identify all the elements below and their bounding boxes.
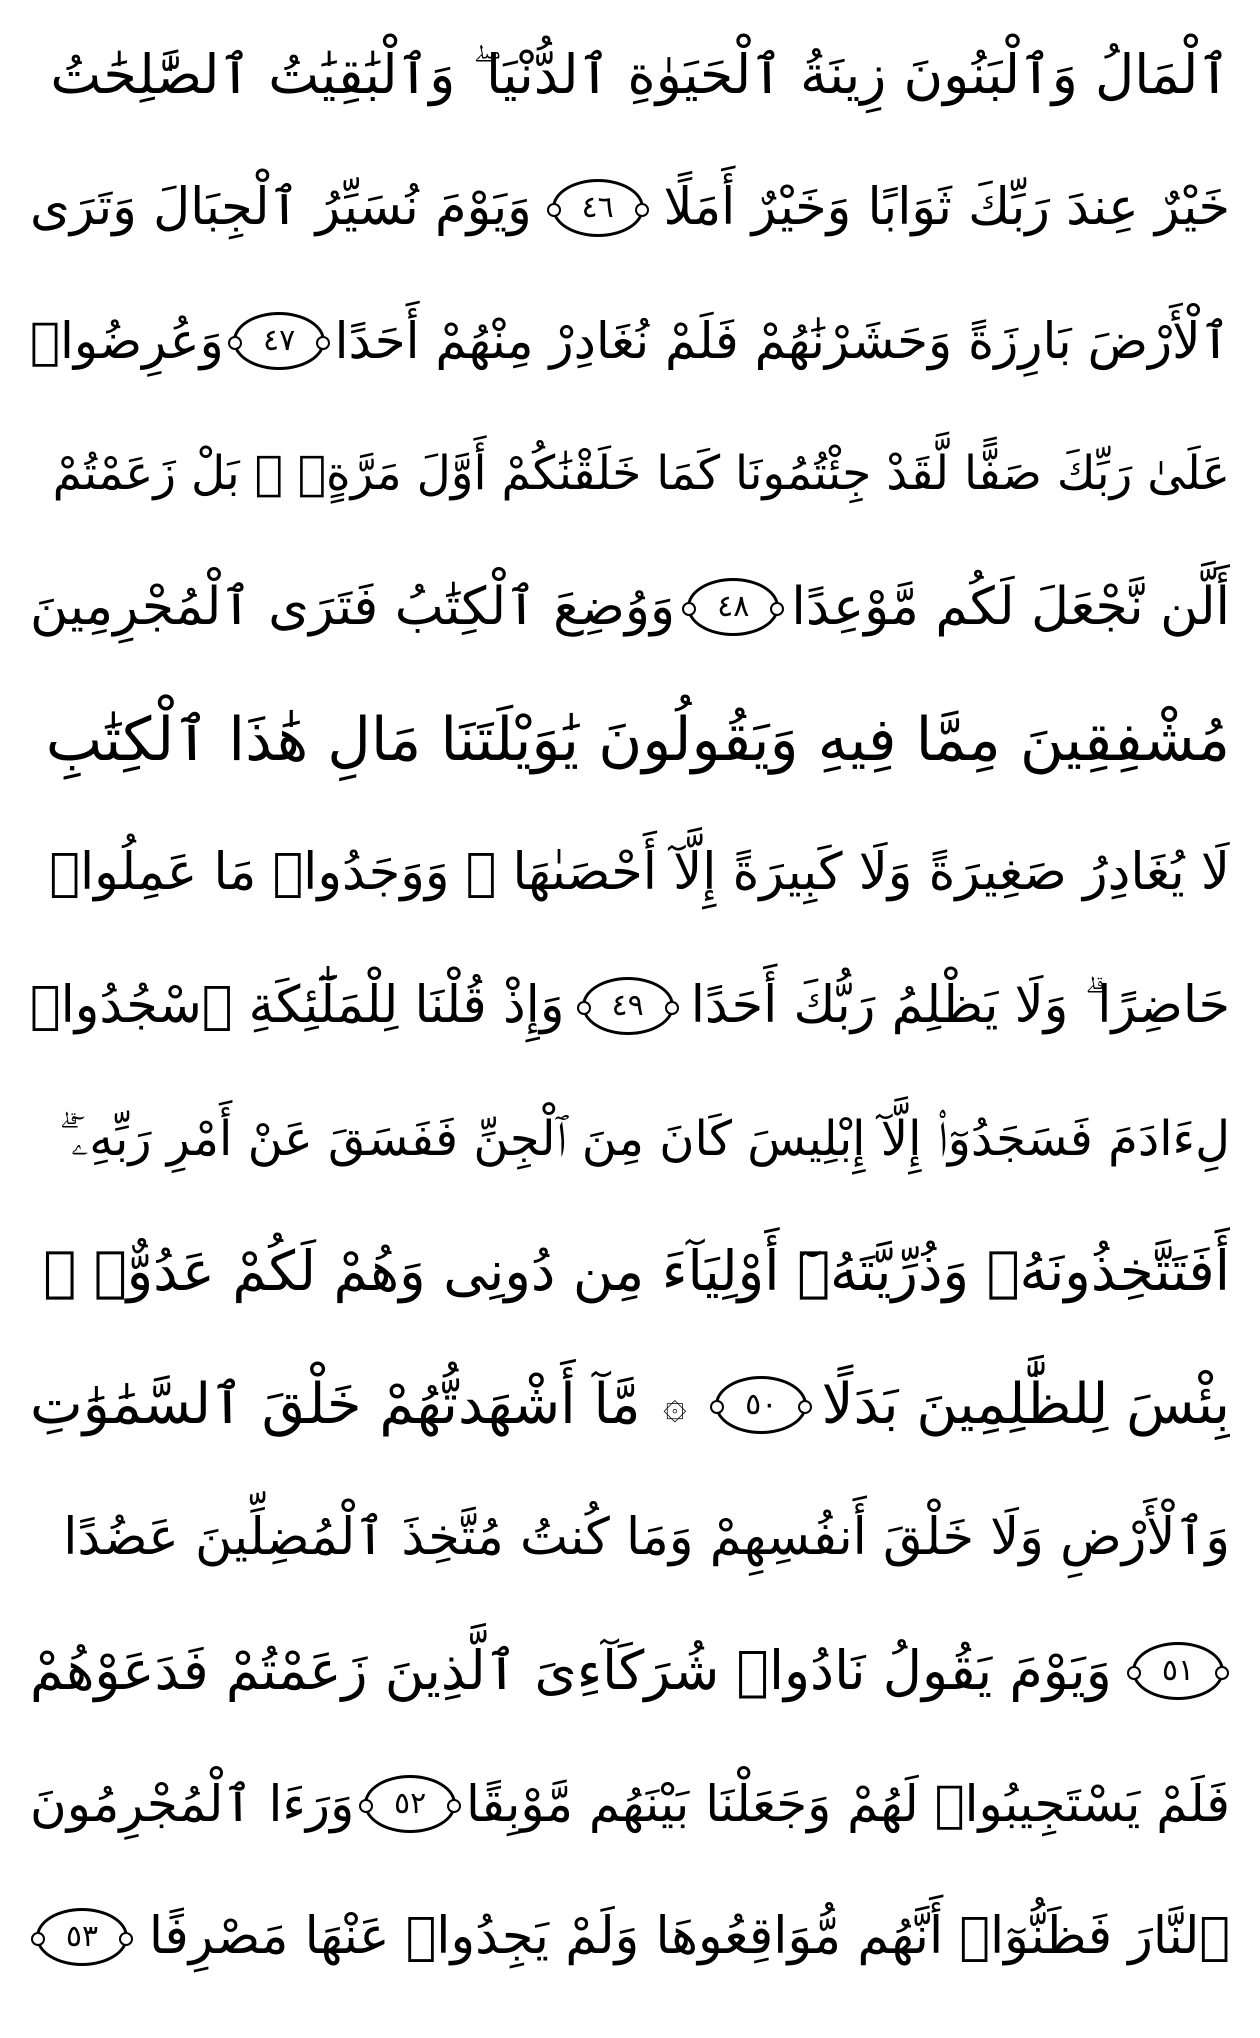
text-line (30, 8, 1230, 141)
verse-text: أَلَّن نَّجْعَلَ لَكُم مَّوْعِدًا (791, 576, 1230, 637)
text-line (30, 274, 1230, 407)
verse-text: أَفَتَتَّخِذُونَهُۥ وَذُرِّيَّتَهُۥٓ أَوْلِيَآءَ مِن دُونِى وَهُمْ لَكُمْ عَدُوٌّۢ ۚ (43, 1239, 1230, 1303)
verse-text: وَٱلْأَرْضِ وَلَا خَلْقَ أَنفُسِهِمْ وَمَا كُنتُ مُتَّخِذَ ٱلْمُضِلِّينَ عَضُدًا (63, 1508, 1230, 1567)
verse-text: ٱلْمَالُ وَٱلْبَنُونَ زِينَةُ ٱلْحَيَوٰةِ ٱلدُّنْيَا ۖ وَٱلْبَٰقِيَٰتُ ٱلصَّٰلِحَٰتُ (50, 42, 1230, 106)
ayah-number-marker: ٥٣ (36, 1908, 128, 1966)
text-line (30, 806, 1230, 939)
text-line (30, 1205, 1230, 1338)
verse-text: عَلَىٰ رَبِّكَ صَفًّا لَّقَدْ جِئْتُمُونَا كَمَا خَلَقْنَٰكُمْ أَوَّلَ مَرَّةٍۭ ۚ بَلْ زَعَمْتُمْ (52, 446, 1230, 501)
rub-el-hizb-icon: ۞ (663, 1381, 687, 1428)
verse-text: ٱلْأَرْضَ بَارِزَةً وَحَشَرْنَٰهُمْ فَلَمْ نُغَادِرْ مِنْهُمْ أَحَدًا (334, 311, 1230, 370)
ayah-number-marker: ٥١ (1132, 1642, 1224, 1700)
text-line (30, 1338, 1230, 1471)
verse-text: مُشْفِقِينَ مِمَّا فِيهِ وَيَقُولُونَ يَٰوَيْلَتَنَا مَالِ هَٰذَا ٱلْكِتَٰبِ (45, 704, 1230, 775)
ayah-number-marker: ٤٦ (552, 179, 644, 237)
text-line (30, 673, 1230, 806)
ayah-number-marker: ٤٧ (233, 312, 325, 370)
ayah-number-marker: ٥٠ (715, 1376, 807, 1434)
verse-text: فَلَمْ يَسْتَجِيبُوا۟ لَهُمْ وَجَعَلْنَا بَيْنَهُم مَّوْبِقًا (465, 1774, 1230, 1833)
ayah-number-marker: ٤٨ (687, 578, 779, 636)
text-line (30, 1604, 1230, 1737)
ayah-number-marker: ٥٢ (364, 1775, 456, 1833)
verse-text: وَرَءَا ٱلْمُجْرِمُونَ (30, 1774, 355, 1833)
verse-text: بِئْسَ لِلظَّٰلِمِينَ بَدَلًا (821, 1371, 1230, 1437)
verse-text: وَيَوْمَ يَقُولُ نَادُوا۟ شُرَكَآءِىَ ٱلَّذِينَ زَعَمْتُمْ فَدَعَوْهُمْ (30, 1638, 1112, 1702)
verse-text: حَاضِرًا ۗ وَلَا يَظْلِمُ رَبُّكَ أَحَدًا (690, 976, 1230, 1035)
verse-text: وَيَوْمَ نُسَيِّرُ ٱلْجِبَالَ وَتَرَى (30, 178, 532, 237)
verse-text: وَإِذْ قُلْنَا لِلْمَلَٰٓئِكَةِ ٱسْجُدُوا۟ (30, 976, 565, 1035)
verse-text: لِءَادَمَ فَسَجَدُوٓا۟ إِلَّآ إِبْلِيسَ كَانَ مِنَ ٱلْجِنِّ فَفَسَقَ عَنْ أَمْرِ رَبِّهِۦٓ ۗ (59, 1110, 1230, 1167)
text-line (30, 540, 1230, 673)
text-line (30, 407, 1230, 540)
text-line (30, 141, 1230, 274)
ayah-number-marker: ٤٩ (582, 977, 674, 1035)
text-line (30, 1870, 1230, 2003)
verse-text: مَّآ أَشْهَدتُّهُمْ خَلْقَ ٱلسَّمَٰوَٰتِ (30, 1371, 641, 1437)
verse-text: وَعُرِضُوا۟ (30, 311, 224, 370)
verse-text: خَيْرٌ عِندَ رَبِّكَ ثَوَابًا وَخَيْرٌ أَمَلًا (663, 178, 1230, 237)
verse-text: وَوُضِعَ ٱلْكِتَٰبُ فَتَرَى ٱلْمُجْرِمِينَ (30, 576, 676, 637)
text-line (30, 1737, 1230, 1870)
text-line (30, 1471, 1230, 1604)
text-line (30, 1072, 1230, 1205)
text-line (30, 939, 1230, 1072)
verse-text: ٱلنَّارَ فَظَنُّوٓا۟ أَنَّهُم مُّوَاقِعُوهَا وَلَمْ يَجِدُوا۟ عَنْهَا مَصْرِفًا (148, 1907, 1230, 1966)
verse-lines (30, 8, 1230, 2003)
verse-text: لَا يُغَادِرُ صَغِيرَةً وَلَا كَبِيرَةً إِلَّآ أَحْصَىٰهَا ۚ وَوَجَدُوا۟ مَا عَمِلُوا۟ (49, 843, 1230, 902)
